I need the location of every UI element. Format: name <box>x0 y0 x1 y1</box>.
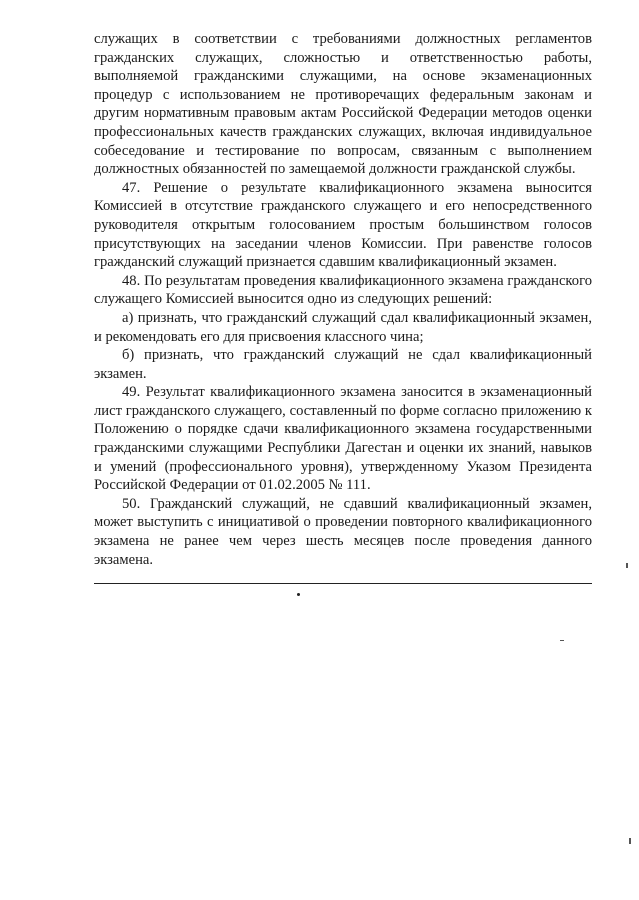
scan-dot-mark <box>297 593 300 596</box>
paragraph-50: 50. Гражданский служащий, не сдавший квалификационный экзамен, может выступить с инициативой о проведении повторного квалификационного экзамена не ранее чем через шесть месяцев после проведения данного экзамена. <box>94 495 592 568</box>
paragraph-48: 48. По результатам проведения квалификационного экзамена гражданского служащего Комиссией выносится одно из следующих решений: <box>94 272 592 308</box>
paragraph-continuation: служащих в соответствии с требованиями должностных регламентов гражданских служащих, сложностью и ответственностью работы, выполняемой гражданскими служащими, на основе экзаменационных процедур с использованием не противоречащих федеральным законам и другим нормативным правовым актам Российской Федерации методов оценки профессиональных качеств гражданских служащих, включая индивидуальное собеседование и тестирование по вопросам, связанным с выполнением должностных обязанностей по замещаемой должности гражданской службы. <box>94 31 592 178</box>
scan-speck <box>626 563 628 568</box>
scan-speck <box>629 838 631 844</box>
document-body <box>94 30 592 569</box>
paragraph-48-b: б) признать, что гражданский служащий не сдал квалификационный экзамен. <box>94 347 592 382</box>
paragraph-48-a: а) признать, что гражданский служащий сдал квалификационный экзамен, и рекомендовать его для присвоения классного чина; <box>94 309 592 345</box>
scan-speck <box>560 640 564 641</box>
end-divider-line <box>94 583 592 584</box>
paragraph-49: 49. Результат квалификационного экзамена заносится в экзаменационный лист гражданского служащего, составленный по форме согласно приложению к Положению о порядке сдачи квалификационного экзамена государственными гражданскими служащими Республики Дагестан и оценки их знаний, навыков и умений (профессионального уровня), утвержденному Указом Президента Российской Федерации от 01.02.2005 № 111. <box>94 384 592 494</box>
paragraph-47: 47. Решение о результате квалификационного экзамена выносится Комиссией в отсутствие гражданского служащего и его непосредственного руководителя открытым голосованием простым большинством голосов присутствующих на заседании членов Комиссии. При равенстве голосов гражданский служащий признается сдавшим квалификационный экзамен. <box>94 179 592 271</box>
